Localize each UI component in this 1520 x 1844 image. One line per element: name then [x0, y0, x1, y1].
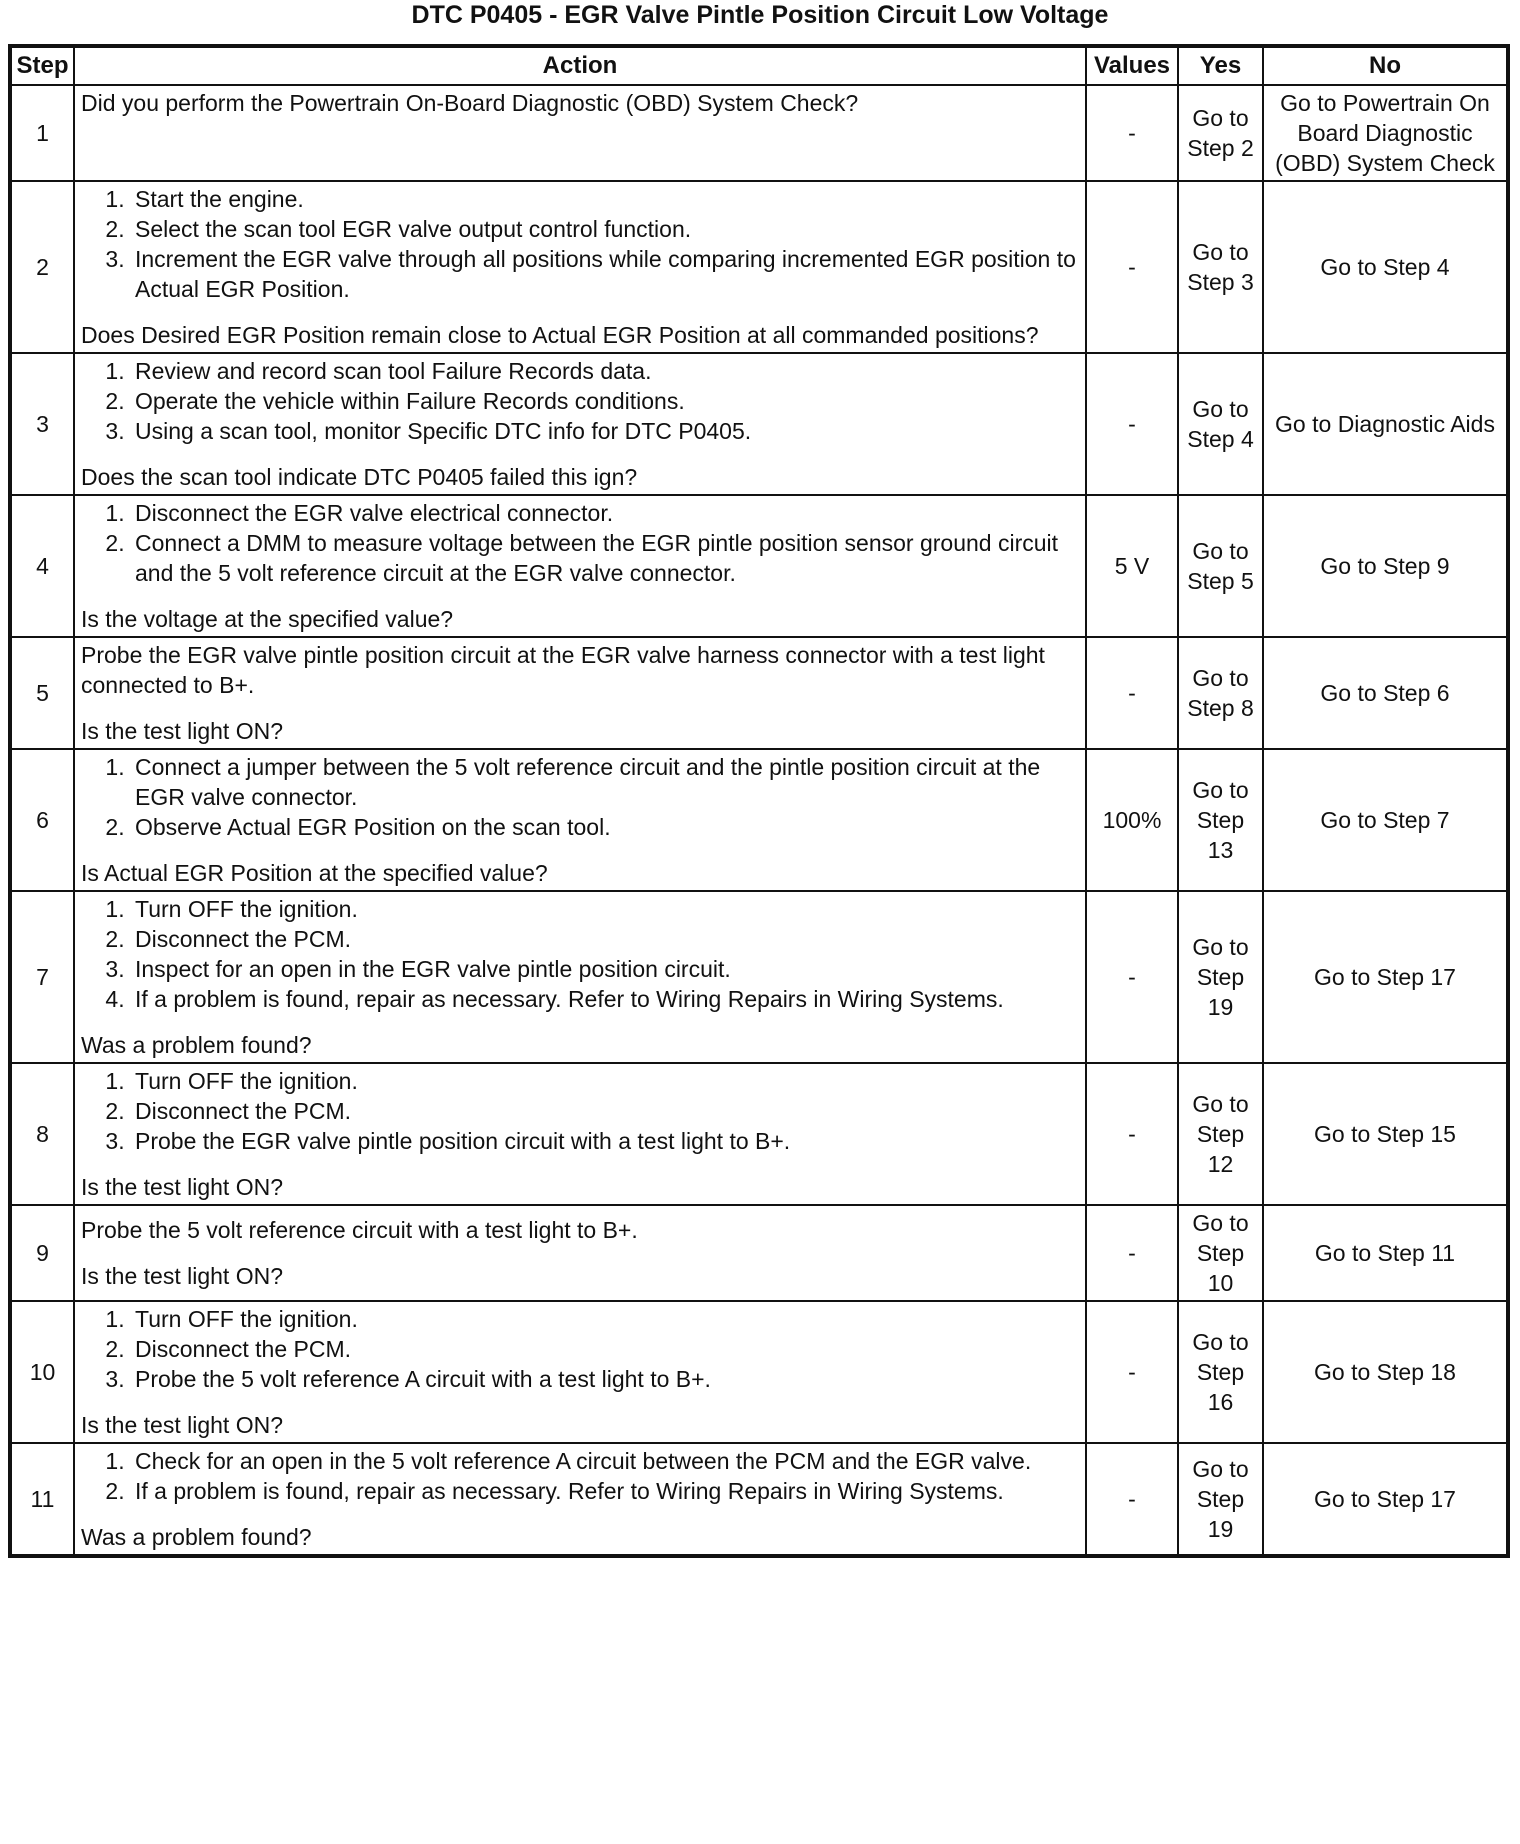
- step-number: 8: [10, 1063, 74, 1205]
- action-step-item: 1. Review and record scan tool Failure Records data.: [131, 356, 1079, 386]
- action-step-item: 3. Using a scan tool, monitor Specific DTC info for DTC P0405.: [131, 416, 1079, 446]
- action-steps-list: [81, 752, 1079, 842]
- no-cell: Go to Step 7: [1263, 749, 1508, 891]
- header-values: Values: [1086, 46, 1178, 85]
- action-step-item: 1. Turn OFF the ignition.: [131, 1066, 1079, 1096]
- no-cell: Go to Step 17: [1263, 891, 1508, 1063]
- step-number: 10: [10, 1301, 74, 1443]
- action-cell: [74, 1301, 1086, 1443]
- action-steps-list: [81, 1304, 1079, 1394]
- yes-cell: Go to Step 3: [1178, 181, 1263, 353]
- no-cell: Go to Step 15: [1263, 1063, 1508, 1205]
- action-cell: [74, 1205, 1086, 1301]
- yes-cell: Go to Step 13: [1178, 749, 1263, 891]
- values-cell: -: [1086, 85, 1178, 181]
- action-cell: [74, 637, 1086, 749]
- action-step-item: 2. Operate the vehicle within Failure Records conditions.: [131, 386, 1079, 416]
- yes-cell: Go to Step 12: [1178, 1063, 1263, 1205]
- values-cell: -: [1086, 353, 1178, 495]
- yes-cell: Go to Step 10: [1178, 1205, 1263, 1301]
- values-cell: -: [1086, 1443, 1178, 1556]
- action-steps-list: [81, 1066, 1079, 1156]
- header-step: Step: [10, 46, 74, 85]
- no-cell: Go to Step 6: [1263, 637, 1508, 749]
- action-step-item: 2. Observe Actual EGR Position on the scan tool.: [131, 812, 1079, 842]
- header-action: Action: [74, 46, 1086, 85]
- action-steps-list: [81, 498, 1079, 588]
- action-steps-list: [81, 184, 1079, 304]
- no-cell: Go to Step 17: [1263, 1443, 1508, 1556]
- yes-cell: Go to Step 16: [1178, 1301, 1263, 1443]
- table-row: [10, 749, 1508, 891]
- table-body: [10, 85, 1508, 1556]
- table-row: [10, 1063, 1508, 1205]
- action-step-item: 3. Probe the 5 volt reference A circuit with a test light to B+.: [131, 1364, 1079, 1394]
- header-row: [10, 46, 1508, 85]
- table-row: [10, 85, 1508, 181]
- table-row: [10, 891, 1508, 1063]
- values-cell: -: [1086, 1063, 1178, 1205]
- action-steps-list: [81, 1446, 1079, 1506]
- step-number: 11: [10, 1443, 74, 1556]
- action-step-item: 3. Increment the EGR valve through all positions while comparing incremented EGR position to Actual EGR Position.: [131, 244, 1079, 304]
- action-question: Is Actual EGR Position at the specified value?: [81, 860, 548, 886]
- table-row: [10, 1205, 1508, 1301]
- no-cell: Go to Powertrain On Board Diagnostic (OBD) System Check: [1263, 85, 1508, 181]
- no-cell: Go to Step 4: [1263, 181, 1508, 353]
- action-question: Is the test light ON?: [81, 1412, 283, 1438]
- step-number: 3: [10, 353, 74, 495]
- action-spacer: [81, 118, 1079, 148]
- no-cell: Go to Step 11: [1263, 1205, 1508, 1301]
- values-cell: 100%: [1086, 749, 1178, 891]
- table-row: [10, 1301, 1508, 1443]
- action-intro: Did you perform the Powertrain On-Board Diagnostic (OBD) System Check?: [81, 90, 859, 116]
- action-step-item: 1. Turn OFF the ignition.: [131, 1304, 1079, 1334]
- values-cell: -: [1086, 637, 1178, 749]
- yes-cell: Go to Step 8: [1178, 637, 1263, 749]
- table-row: [10, 353, 1508, 495]
- action-cell: [74, 181, 1086, 353]
- page-title: DTC P0405 - EGR Valve Pintle Position Circuit Low Voltage: [411, 1, 1109, 29]
- action-step-item: 2. Select the scan tool EGR valve output control function.: [131, 214, 1079, 244]
- action-cell: [74, 85, 1086, 181]
- action-cell: [74, 495, 1086, 637]
- values-cell: -: [1086, 1301, 1178, 1443]
- action-step-item: 3. Probe the EGR valve pintle position circuit with a test light to B+.: [131, 1126, 1079, 1156]
- no-cell: Go to Step 9: [1263, 495, 1508, 637]
- values-cell: -: [1086, 891, 1178, 1063]
- action-steps-list: [81, 356, 1079, 446]
- step-number: 6: [10, 749, 74, 891]
- action-step-item: 1. Start the engine.: [131, 184, 1079, 214]
- action-intro: Probe the 5 volt reference circuit with a test light to B+.: [81, 1217, 638, 1243]
- action-step-item: 2. If a problem is found, repair as necessary. Refer to Wiring Repairs in Wiring Systems.: [131, 1476, 1079, 1506]
- action-step-item: 1. Check for an open in the 5 volt reference A circuit between the PCM and the EGR valve.: [131, 1446, 1079, 1476]
- action-step-item: 2. Disconnect the PCM.: [131, 1334, 1079, 1364]
- action-intro: Probe the EGR valve pintle position circuit at the EGR valve harness connector with a test light connected to B+.: [81, 642, 1045, 698]
- action-question: Is the test light ON?: [81, 1174, 283, 1200]
- step-number: 5: [10, 637, 74, 749]
- action-step-item: 2. Disconnect the PCM.: [131, 924, 1079, 954]
- table-row: [10, 181, 1508, 353]
- values-cell: -: [1086, 181, 1178, 353]
- no-cell: Go to Step 18: [1263, 1301, 1508, 1443]
- yes-cell: Go to Step 19: [1178, 1443, 1263, 1556]
- action-step-item: 1. Connect a jumper between the 5 volt reference circuit and the pintle position circuit at the EGR valve connector.: [131, 752, 1079, 812]
- action-question: Is the voltage at the specified value?: [81, 606, 454, 632]
- action-question: Does the scan tool indicate DTC P0405 failed this ign?: [81, 464, 638, 490]
- action-cell: [74, 1063, 1086, 1205]
- table-row: [10, 637, 1508, 749]
- action-question: Is the test light ON?: [81, 1263, 283, 1289]
- action-cell: [74, 749, 1086, 891]
- table-row: [10, 495, 1508, 637]
- action-cell: [74, 1443, 1086, 1556]
- yes-cell: Go to Step 5: [1178, 495, 1263, 637]
- action-step-item: 2. Connect a DMM to measure voltage between the EGR pintle position sensor ground circuit and the 5 volt reference circuit at the EGR valve connector.: [131, 528, 1079, 588]
- action-cell: [74, 353, 1086, 495]
- header-yes: Yes: [1178, 46, 1263, 85]
- action-step-item: 3. Inspect for an open in the EGR valve pintle position circuit.: [131, 954, 1079, 984]
- yes-cell: Go to Step 19: [1178, 891, 1263, 1063]
- action-question: Was a problem found?: [81, 1032, 312, 1058]
- action-step-item: 4. If a problem is found, repair as necessary. Refer to Wiring Repairs in Wiring Systems.: [131, 984, 1079, 1014]
- action-spacer: [81, 148, 1079, 178]
- action-step-item: 1. Turn OFF the ignition.: [131, 894, 1079, 924]
- yes-cell: Go to Step 4: [1178, 353, 1263, 495]
- action-question: Does Desired EGR Position remain close to Actual EGR Position at all commanded positions?: [81, 322, 1039, 348]
- step-number: 7: [10, 891, 74, 1063]
- action-step-item: 2. Disconnect the PCM.: [131, 1096, 1079, 1126]
- step-number: 4: [10, 495, 74, 637]
- action-question: Is the test light ON?: [81, 718, 283, 744]
- header-no: No: [1263, 46, 1508, 85]
- action-step-item: 1. Disconnect the EGR valve electrical connector.: [131, 498, 1079, 528]
- step-number: 1: [10, 85, 74, 181]
- table-row: [10, 1443, 1508, 1556]
- action-steps-list: [81, 894, 1079, 1014]
- diagnostic-table: [8, 44, 1510, 1558]
- values-cell: 5 V: [1086, 495, 1178, 637]
- action-cell: [74, 891, 1086, 1063]
- action-question: Was a problem found?: [81, 1524, 312, 1550]
- step-number: 2: [10, 181, 74, 353]
- values-cell: -: [1086, 1205, 1178, 1301]
- step-number: 9: [10, 1205, 74, 1301]
- yes-cell: Go to Step 2: [1178, 85, 1263, 181]
- no-cell: Go to Diagnostic Aids: [1263, 353, 1508, 495]
